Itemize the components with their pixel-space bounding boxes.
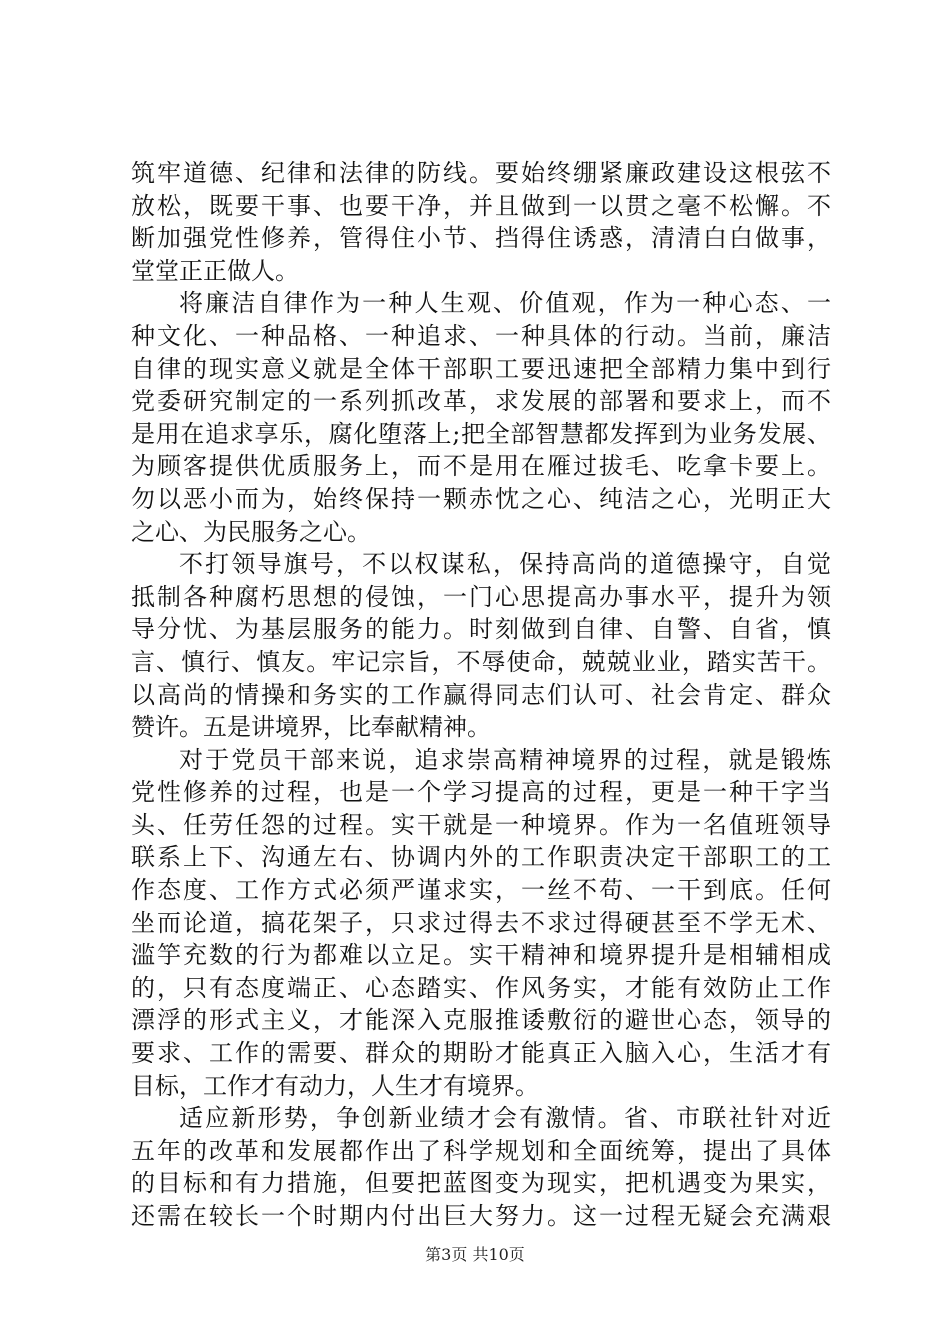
text-line: 自律的现实意义就是全体干部职工要迅速把全部精力集中到行 [131, 354, 831, 383]
text-line: 作态度、工作方式必须严谨求实，一丝不苟、一干到底。任何 [131, 876, 831, 905]
text-line: 勿以恶小而为，始终保持一颗赤忱之心、纯洁之心，光明正大 [131, 484, 831, 513]
text-line: 头、任劳任怨的过程。实干就是一种境界。作为一名值班领导 [131, 810, 831, 839]
text-line: 为顾客提供优质服务上，而不是用在雁过拔毛、吃拿卡要上。 [131, 452, 831, 481]
text-line: 种文化、一种品格、一种追求、一种具体的行动。当前，廉洁 [131, 321, 831, 350]
text-line: 抵制各种腐朽思想的侵蚀，一门心思提高办事水平，提升为领 [131, 582, 831, 611]
paragraph-first-line: 对于党员干部来说，追求崇高精神境界的过程，就是锻炼 [179, 745, 831, 774]
text-line: 以高尚的情操和务实的工作赢得同志们认可、社会肯定、群众 [131, 680, 831, 709]
text-line: 之心、为民服务之心。 [131, 517, 371, 546]
text-line: 放松，既要干事、也要干净，并且做到一以贯之毫不松懈。不 [131, 191, 831, 220]
text-line: 滥竽充数的行为都难以立足。实干精神和境界提升是相辅相成 [131, 941, 831, 970]
text-line: 导分忧、为基层服务的能力。时刻做到自律、自警、自省，慎 [131, 615, 831, 644]
text-line: 筑牢道德、纪律和法律的防线。要始终绷紧廉政建设这根弦不 [131, 159, 831, 187]
body-text [131, 157, 831, 1233]
text-line: 还需在较长一个时期内付出巨大努力。这一过程无疑会充满艰 [131, 1202, 831, 1230]
page-number-footer: 第3页 共10页 [425, 1245, 525, 1264]
text-line: 坐而论道，搞花架子，只求过得去不求过得硬甚至不学无术、 [131, 908, 831, 937]
paragraph-first-line: 不打领导旗号，不以权谋私，保持高尚的道德操守，自觉 [179, 550, 831, 579]
text-line: 党性修养的过程，也是一个学习提高的过程，更是一种干字当 [131, 778, 831, 807]
paragraph-first-line: 将廉洁自律作为一种人生观、价值观，作为一种心态、一 [179, 289, 831, 318]
text-line: 联系上下、沟通左右、协调内外的工作职责决定干部职工的工 [131, 843, 831, 872]
text-line: 五年的改革和发展都作出了科学规划和全面统筹，提出了具体 [131, 1136, 831, 1165]
text-line: 断加强党性修养，管得住小节、挡得住诱惑，清清白白做事， [131, 224, 831, 253]
text-line: 言、慎行、慎友。牢记宗旨，不辱使命，兢兢业业，踏实苦干。 [131, 647, 831, 676]
text-line: 的目标和有力措施，但要把蓝图变为现实，把机遇变为果实， [131, 1169, 831, 1198]
text-line: 目标，工作才有动力，人生才有境界。 [131, 1071, 539, 1100]
text-line: 漂浮的形式主义，才能深入克服推诿敷衍的避世心态，领导的 [131, 1006, 831, 1035]
text-line: 党委研究制定的一系列抓改革，求发展的部署和要求上，而不 [131, 387, 831, 416]
text-line: 是用在追求享乐，腐化堕落上;把全部智慧都发挥到为业务发展、 [131, 419, 831, 448]
paragraph-first-line: 适应新形势，争创新业绩才会有激情。省、市联社针对近 [179, 1104, 831, 1133]
text-line: 堂堂正正做人。 [131, 256, 299, 285]
text-line: 要求、工作的需要、群众的期盼才能真正入脑入心，生活才有 [131, 1039, 831, 1068]
text-line: 的，只有态度端正、心态踏实、作风务实，才能有效防止工作 [131, 973, 831, 1002]
text-line: 赞许。五是讲境界，比奉献精神。 [131, 713, 491, 742]
